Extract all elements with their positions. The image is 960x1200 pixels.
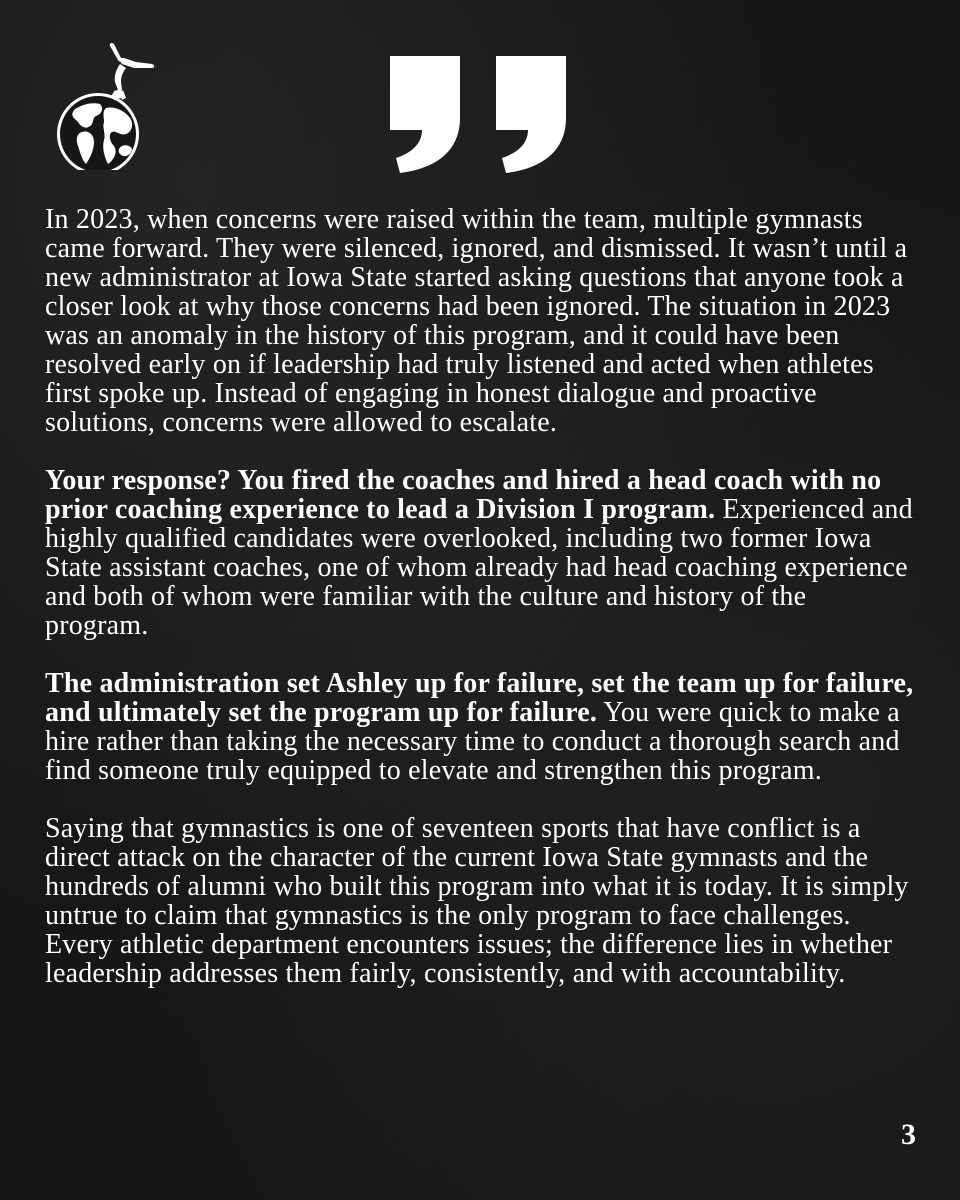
paragraph-2-text: Experienced and highly qualified candidates were overlooked, including two former Iowa State assistant coaches, one of whom already had head coaching experience and both of whom were familiar with the culture and history of the program.	[45, 494, 913, 641]
gymnast-icon	[110, 43, 154, 100]
letter-body	[45, 205, 915, 1017]
paragraph-3-text: You were quick to make a hire rather than taking the necessary time to conduct a thorough search and find someone truly equipped to elevate and strengthen this program.	[45, 697, 900, 786]
globe-icon	[57, 93, 139, 170]
paragraph-3-bold: The administration set Ashley up for failure, set the team up for failure, and ultimately set the program up for failure.	[45, 668, 914, 728]
paragraph-4	[45, 814, 915, 988]
paragraph-1-text: In 2023, when concerns were raised within the team, multiple gymnasts came forward. They were silenced, ignored, and dismissed. It wasn’t until a new administrator at Iowa State started asking questions that anyone took a closer look at why those concerns had been ignored. The situation in 2023 was an anomaly in the history of this program, and it could have been resolved early on if leadership had truly listened and acted when athletes first spoke up. Instead of engaging in honest dialogue and proactive solutions, concerns were allowed to escalate.	[45, 204, 908, 438]
paragraph-4-text: Saying that gymnastics is one of seventeen sports that have conflict is a direct attack on the character of the current Iowa State gymnasts and the hundreds of alumni who built this program into what it is today. It is simply untrue to claim that gymnastics is the only program to face challenges. Every athletic department encounters issues; the difference lies in whether leadership addresses them fairly, consistently, and with accountability.	[45, 813, 909, 989]
paragraph-3	[45, 669, 915, 785]
page-number: 3	[901, 1118, 916, 1151]
paragraph-2	[45, 466, 915, 640]
paragraph-2-bold: Your response? You fired the coaches and hired a head coach with no prior coaching experience to lead a Division I program.	[45, 465, 882, 525]
paragraph-1	[45, 205, 915, 437]
closing-quotation-marks-icon	[384, 52, 574, 174]
gymnast-on-globe-logo	[52, 38, 162, 170]
